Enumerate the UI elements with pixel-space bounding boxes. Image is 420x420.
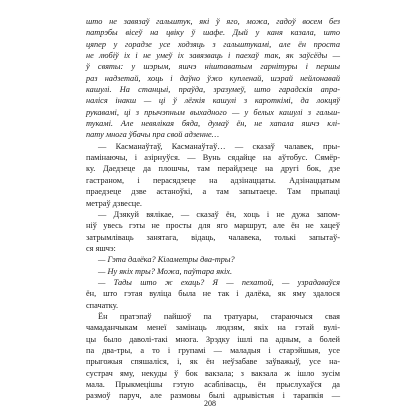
text-line: ён, што гэтая вуліца была не так і далёка, як яму здалося	[86, 289, 340, 299]
text-line: спачатку.	[86, 300, 119, 310]
text-line: метраў дзвесце.	[86, 198, 142, 208]
text-line: мала. Прыкмецішы гэтую асаблівасць, ён прыслухаўся да	[86, 380, 340, 389]
text-line: гастраном, і перасядзеце на адзінаццаты. Адзінаццатым	[86, 175, 340, 185]
text-line: раз надзетай, хоць і даўно ўжо купленай, шэрай нейлонавай	[86, 73, 340, 83]
text-line: ся яшчэ:	[86, 243, 116, 253]
text-line: прыгожыя спяшаліся, і, як ён неўзабаве заўважыў, усе на-	[86, 357, 340, 367]
text-line: — Гэта далёка? Кіламетры два-тры?	[98, 255, 235, 265]
body-text	[86, 16, 340, 402]
text-line: Ён пратэпаў пайшоў па тратуары, стараючыся свая	[98, 311, 340, 321]
text-line: ку. Даедзеце да плошчы, там перайдзеце на другі бок, дзе	[86, 164, 340, 174]
text-line: памінаючы, і азірнуўся. — Вунь сядайце на аўтобус. Сямёр-	[86, 153, 340, 163]
text-line: чамаданчыкам менеї замінаць людзям, якіх на гэтай вулі-	[86, 323, 340, 333]
text-line: — Ну якіх тры? Можа, паўтара якіх.	[98, 266, 233, 276]
text-line: што не завязаў гальштук, які ў яго, можа, гадоў восем без	[86, 17, 340, 26]
text-line: — Тады што ж ехаць? Я — пехатой, — узрадаваўся	[98, 277, 340, 287]
text-line: цяпер у горадзе усе ходзяць з гальштукамі, але ён проста	[86, 39, 340, 49]
text-line: ў святы: у шэрым, яшчэ ніштаватым гарнітуры і першы	[86, 62, 340, 72]
text-line: патрэбы вісеў на цвіку ў шафе. Дый у каня казала, што	[86, 28, 340, 38]
text-line: — Касманаўтаў, Касманаўтаў… — сказаў чалавек, пры-	[98, 141, 340, 151]
text-line: затрымліваць занятага, відаць, чалавека, толькі запытаў-	[86, 232, 340, 242]
text-line: цы было даволі-такі многа. Зрэдку ішлі па адным, а болей	[86, 334, 340, 344]
text-line: — Дзякуй вялікае, — сказаў ён, хоць і не дужа запом-	[98, 209, 340, 219]
text-line: тукамі. Але невялікая бяда, думаў ён, не хапала яшчэ клі-	[86, 119, 340, 129]
text-line: не любіў іх і не умеў іх завязваць і паехаў так, як заўсёды —	[86, 51, 340, 61]
text-line: па два-тры, а то і групамі — маладыя і старэйшыя, усе	[86, 345, 340, 355]
page-number: 208	[204, 399, 216, 408]
text-line: сустрач яму, некуды ў бок вакзала; з вакзала ж ішло зусім	[86, 368, 340, 378]
text-line: размоў паруч, але размовы былі адрывістыя і тарапкія —	[86, 391, 340, 401]
text-line: ніў увесь гэты не просты для яго маршрут, але ён не хацеў	[86, 221, 340, 231]
text-line: праедзеце дзве астаноўкі, а там запытаеце. Там прыпаці	[86, 187, 340, 197]
text-line: наліся інакш — ці ў лёгкія кашулі з кароткімі, да локцяў	[86, 96, 340, 106]
text-line: кашулі. На станцыі, праўда, зразумеў, што гарадскія апра-	[86, 85, 340, 95]
text-line: рукавамі, ці з прычэпным выхадного — у белых кашулі з гальш-	[86, 107, 340, 117]
text-line: пату многа ўбачы пра свой адзенне…	[86, 130, 220, 140]
